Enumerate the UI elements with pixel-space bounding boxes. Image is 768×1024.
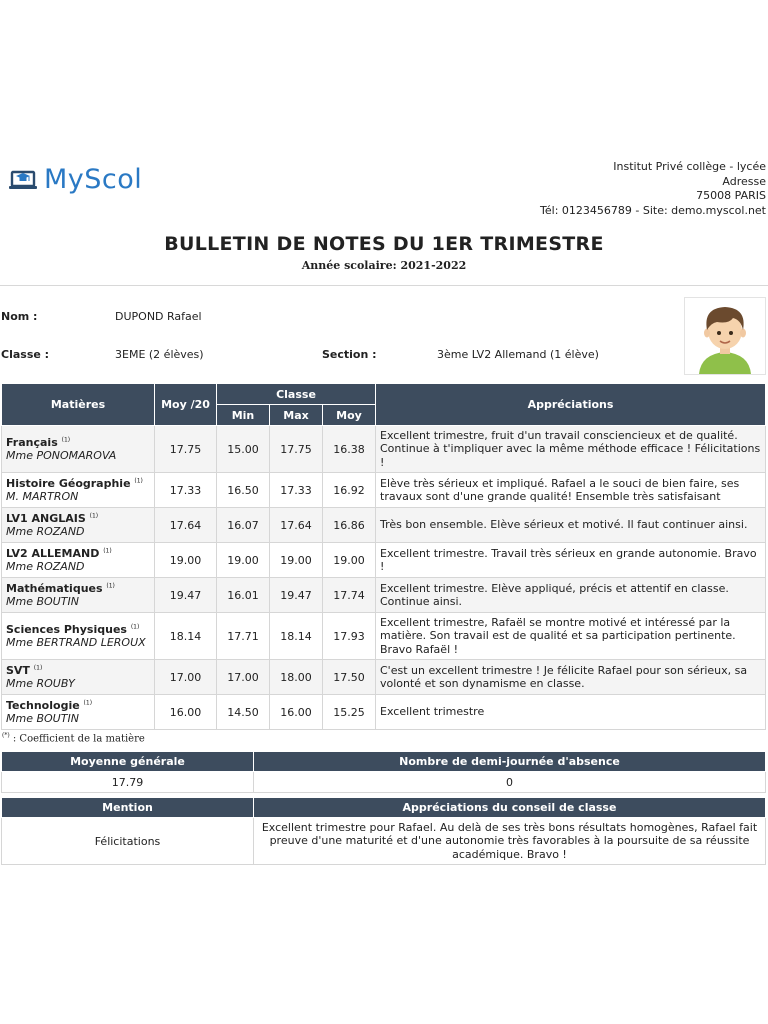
teacher-name: Mme BOUTIN bbox=[6, 595, 79, 608]
class-moy: 16.92 bbox=[323, 473, 376, 508]
class-max: 16.00 bbox=[270, 695, 323, 730]
table-row bbox=[2, 613, 766, 660]
school-city: 75008 PARIS bbox=[696, 189, 766, 202]
student-average: 19.47 bbox=[155, 578, 217, 613]
table-row bbox=[2, 508, 766, 543]
table-row bbox=[2, 473, 766, 508]
class-max: 17.64 bbox=[270, 508, 323, 543]
absence-header: Nombre de demi-journée d'absence bbox=[254, 752, 766, 772]
subject-name: Mathématiques $^{(1)}$ bbox=[6, 582, 115, 595]
teacher-name: Mme ROZAND bbox=[6, 560, 85, 573]
school-info bbox=[540, 160, 766, 218]
col-average: Moy /20 bbox=[155, 384, 217, 426]
col-subjects: Matières bbox=[2, 384, 155, 426]
class-value: 3EME (2 élèves) bbox=[115, 348, 204, 361]
table-row bbox=[2, 695, 766, 730]
teacher-name: M. MARTRON bbox=[6, 490, 79, 503]
coefficient-footnote: (*) : Coefficient de la matière bbox=[2, 732, 145, 745]
col-appreciations: Appréciations bbox=[376, 384, 766, 426]
teacher-name: Mme ROUBY bbox=[6, 677, 75, 690]
myscol-logo bbox=[8, 162, 142, 196]
appreciation: Excellent trimestre, fruit d'un travail consciencieux et de qualité. Continue à t'impliquer avec la même méthode efficace ! Félicitations ! bbox=[376, 426, 766, 473]
student-average: 19.00 bbox=[155, 543, 217, 578]
student-name: DUPOND Rafael bbox=[115, 310, 202, 323]
council-appreciation: Excellent trimestre pour Rafael. Au delà de ses très bons résultats homogènes, Rafael fait preuve d'une maturité et d'une autonomie très favorables à la poursuite de sa réussite académique. Bravo ! bbox=[254, 818, 766, 865]
student-average: 18.14 bbox=[155, 613, 217, 660]
table-row bbox=[2, 578, 766, 613]
header-divider bbox=[0, 285, 768, 286]
class-min: 16.01 bbox=[217, 578, 270, 613]
class-moy: 17.50 bbox=[323, 660, 376, 695]
col-class-max: Max bbox=[270, 405, 323, 426]
table-row bbox=[2, 543, 766, 578]
subject-name: SVT $^{(1)}$ bbox=[6, 664, 43, 677]
student-average: 17.33 bbox=[155, 473, 217, 508]
appreciation: Excellent trimestre. Elève appliqué, précis et attentif en classe. Continue ainsi. bbox=[376, 578, 766, 613]
class-max: 18.14 bbox=[270, 613, 323, 660]
subject-name: Sciences Physiques $^{(1)}$ bbox=[6, 623, 140, 636]
appreciation: Très bon ensemble. Elève sérieux et motivé. Il faut continuer ainsi. bbox=[376, 508, 766, 543]
mention-header: Mention bbox=[2, 798, 254, 818]
school-name: Institut Privé collège - lycée bbox=[613, 160, 766, 173]
school-address: Adresse bbox=[722, 174, 766, 188]
col-class-moy: Moy bbox=[323, 405, 376, 426]
absence-value: 0 bbox=[254, 772, 766, 793]
class-min: 19.00 bbox=[217, 543, 270, 578]
grades-table bbox=[1, 383, 766, 730]
subject-name: LV2 ALLEMAND $^{(1)}$ bbox=[6, 547, 112, 560]
appreciation: C'est un excellent trimestre ! Je félicite Rafael pour son sérieux, sa volonté et son dynamisme en classe. bbox=[376, 660, 766, 695]
table-row bbox=[2, 660, 766, 695]
class-max: 18.00 bbox=[270, 660, 323, 695]
teacher-name: Mme BOUTIN bbox=[6, 712, 79, 725]
class-max: 17.33 bbox=[270, 473, 323, 508]
class-min: 17.71 bbox=[217, 613, 270, 660]
student-avatar bbox=[684, 297, 766, 375]
general-average-table bbox=[1, 751, 766, 793]
col-class-min: Min bbox=[217, 405, 270, 426]
teacher-name: Mme PONOMAROVA bbox=[6, 449, 117, 462]
col-class: Classe bbox=[217, 384, 376, 405]
class-label: Classe : bbox=[1, 348, 50, 361]
class-moy: 16.86 bbox=[323, 508, 376, 543]
teacher-name: Mme BERTRAND LEROUX bbox=[6, 636, 146, 649]
student-average: 16.00 bbox=[155, 695, 217, 730]
logo-text: MyScol bbox=[44, 163, 143, 195]
teacher-name: Mme ROZAND bbox=[6, 525, 85, 538]
laptop-graduation-cap-icon bbox=[8, 166, 38, 192]
class-min: 17.00 bbox=[217, 660, 270, 695]
student-average: 17.75 bbox=[155, 426, 217, 473]
class-min: 16.07 bbox=[217, 508, 270, 543]
appreciation: Excellent trimestre. Travail très sérieux en grande autonomie. Bravo ! bbox=[376, 543, 766, 578]
class-moy: 17.74 bbox=[323, 578, 376, 613]
appreciation: Excellent trimestre, Rafaël se montre motivé et intéressé par la matière. Son travail est de qualité et sa participation pertinente. Bravo Rafaël ! bbox=[376, 613, 766, 660]
boy-avatar-icon bbox=[685, 298, 765, 374]
subject-name: Histoire Géographie $^{(1)}$ bbox=[6, 477, 143, 490]
class-moy: 19.00 bbox=[323, 543, 376, 578]
section-label: Section : bbox=[322, 348, 377, 361]
subject-name: Technologie $^{(1)}$ bbox=[6, 699, 93, 712]
school-contact: Tél: 0123456789 - Site: demo.myscol.net bbox=[540, 203, 766, 217]
subject-name: LV1 ANGLAIS $^{(1)}$ bbox=[6, 512, 99, 525]
general-average-header: Moyenne générale bbox=[2, 752, 254, 772]
student-average: 17.64 bbox=[155, 508, 217, 543]
school-year: Année scolaire: 2021-2022 bbox=[301, 259, 467, 272]
subject-name: Français $^{(1)}$ bbox=[6, 436, 71, 449]
council-header: Appréciations du conseil de classe bbox=[254, 798, 766, 818]
council-table bbox=[1, 797, 766, 865]
class-min: 14.50 bbox=[217, 695, 270, 730]
class-moy: 15.25 bbox=[323, 695, 376, 730]
class-max: 19.47 bbox=[270, 578, 323, 613]
table-row bbox=[2, 426, 766, 473]
student-average: 17.00 bbox=[155, 660, 217, 695]
class-max: 17.75 bbox=[270, 426, 323, 473]
mention-value: Félicitations bbox=[2, 818, 254, 865]
appreciation: Excellent trimestre bbox=[376, 695, 766, 730]
class-moy: 17.93 bbox=[323, 613, 376, 660]
class-moy: 16.38 bbox=[323, 426, 376, 473]
general-average-value: 17.79 bbox=[2, 772, 254, 793]
appreciation: Elève très sérieux et impliqué. Rafael a le souci de bien faire, ses travaux sont d'une grande qualité! Ensemble très satisfaisant bbox=[376, 473, 766, 508]
name-label: Nom : bbox=[1, 310, 38, 323]
class-min: 15.00 bbox=[217, 426, 270, 473]
class-min: 16.50 bbox=[217, 473, 270, 508]
report-title: BULLETIN DE NOTES DU 1ER TRIMESTRE bbox=[164, 233, 604, 255]
section-value: 3ème LV2 Allemand (1 élève) bbox=[437, 348, 599, 361]
class-max: 19.00 bbox=[270, 543, 323, 578]
